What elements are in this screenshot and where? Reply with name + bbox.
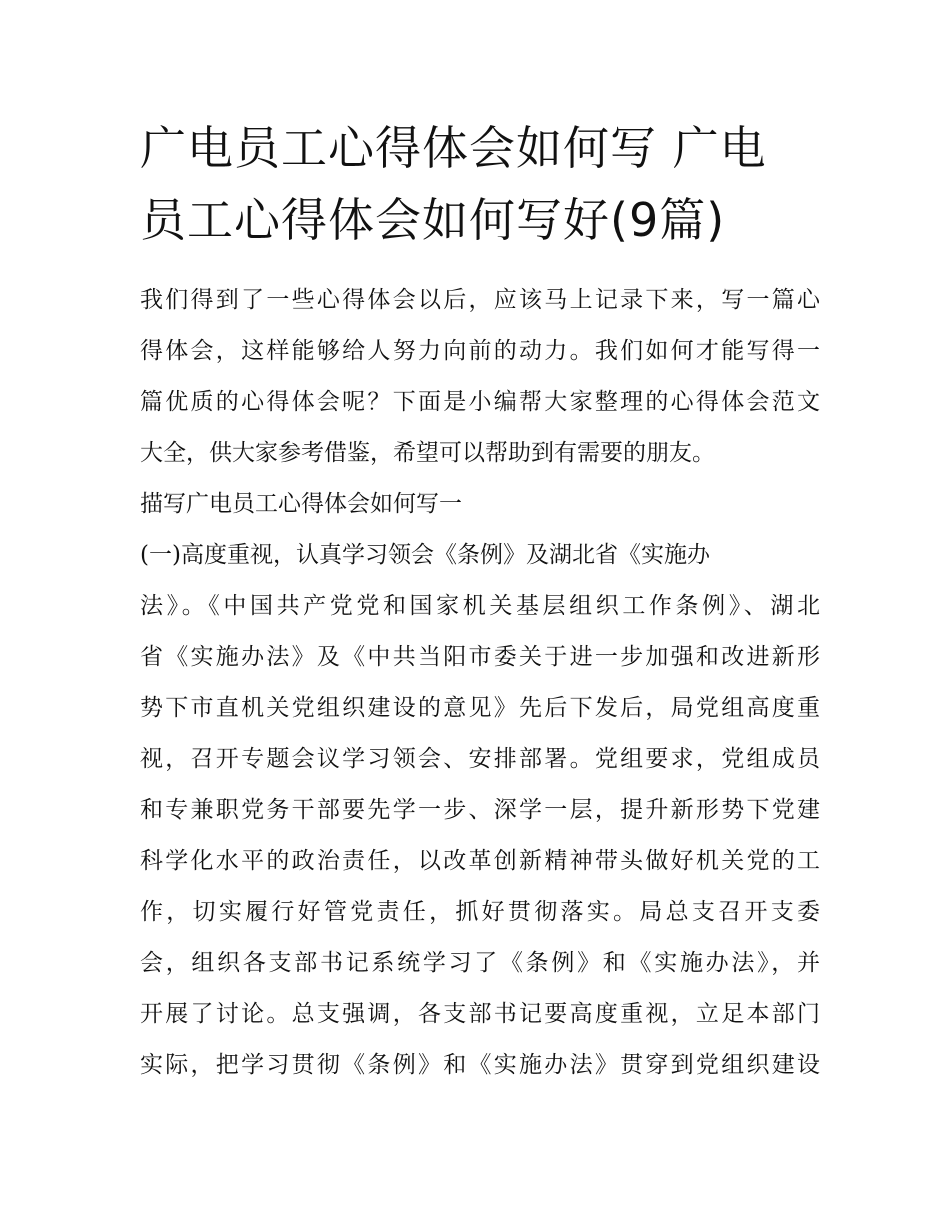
paragraph-line: (一)高度重视，认真学习领会《条例》及湖北省《实施办 bbox=[140, 542, 710, 568]
paragraph-line: 作，切实履行好管党责任，抓好贯彻落实。局总支召开支委 bbox=[140, 899, 820, 925]
paragraph-line: 得体会，这样能够给人努力向前的动力。我们如何才能写得一 bbox=[140, 338, 820, 364]
section-paragraph bbox=[140, 530, 820, 1091]
paragraph-line: 科学化水平的政治责任，以改革创新精神带头做好机关党的工 bbox=[140, 848, 820, 874]
document-title bbox=[140, 112, 820, 256]
subheading-text: 描写广电员工心得体会如何写一 bbox=[140, 491, 462, 517]
paragraph-line: 我们得到了一些心得体会以后，应该马上记录下来，写一篇心 bbox=[140, 287, 820, 313]
paragraph-line: 会，组织各支部书记系统学习了《条例》和《实施办法》，并 bbox=[140, 950, 820, 976]
title-line: 广电员工心得体会如何写 广电 bbox=[140, 121, 767, 175]
paragraph-line: 篇优质的心得体会呢？下面是小编帮大家整理的心得体会范文 bbox=[140, 389, 820, 415]
paragraph-line: 实际，把学习贯彻《条例》和《实施办法》贯穿到党组织建设 bbox=[140, 1052, 820, 1078]
paragraph-line: 势下市直机关党组织建设的意见》先后下发后，局党组高度重 bbox=[140, 695, 820, 721]
paragraph-line: 视，召开专题会议学习领会、安排部署。党组要求，党组成员 bbox=[140, 746, 820, 772]
section-subheading bbox=[140, 479, 820, 530]
paragraph-line: 大全，供大家参考借鉴，希望可以帮助到有需要的朋友。 bbox=[140, 440, 715, 466]
paragraph-line: 法》。《中国共产党党和国家机关基层组织工作条例》、湖北 bbox=[140, 593, 820, 619]
intro-paragraph bbox=[140, 275, 820, 479]
paragraph-line: 省《实施办法》及《中共当阳市委关于进一步加强和改进新形 bbox=[140, 644, 820, 670]
title-line: 员工心得体会如何写好(9篇) bbox=[140, 193, 726, 247]
paragraph-line: 和专兼职党务干部要先学一步、深学一层，提升新形势下党建 bbox=[140, 797, 820, 823]
paragraph-line: 开展了讨论。总支强调，各支部书记要高度重视，立足本部门 bbox=[140, 1001, 820, 1027]
